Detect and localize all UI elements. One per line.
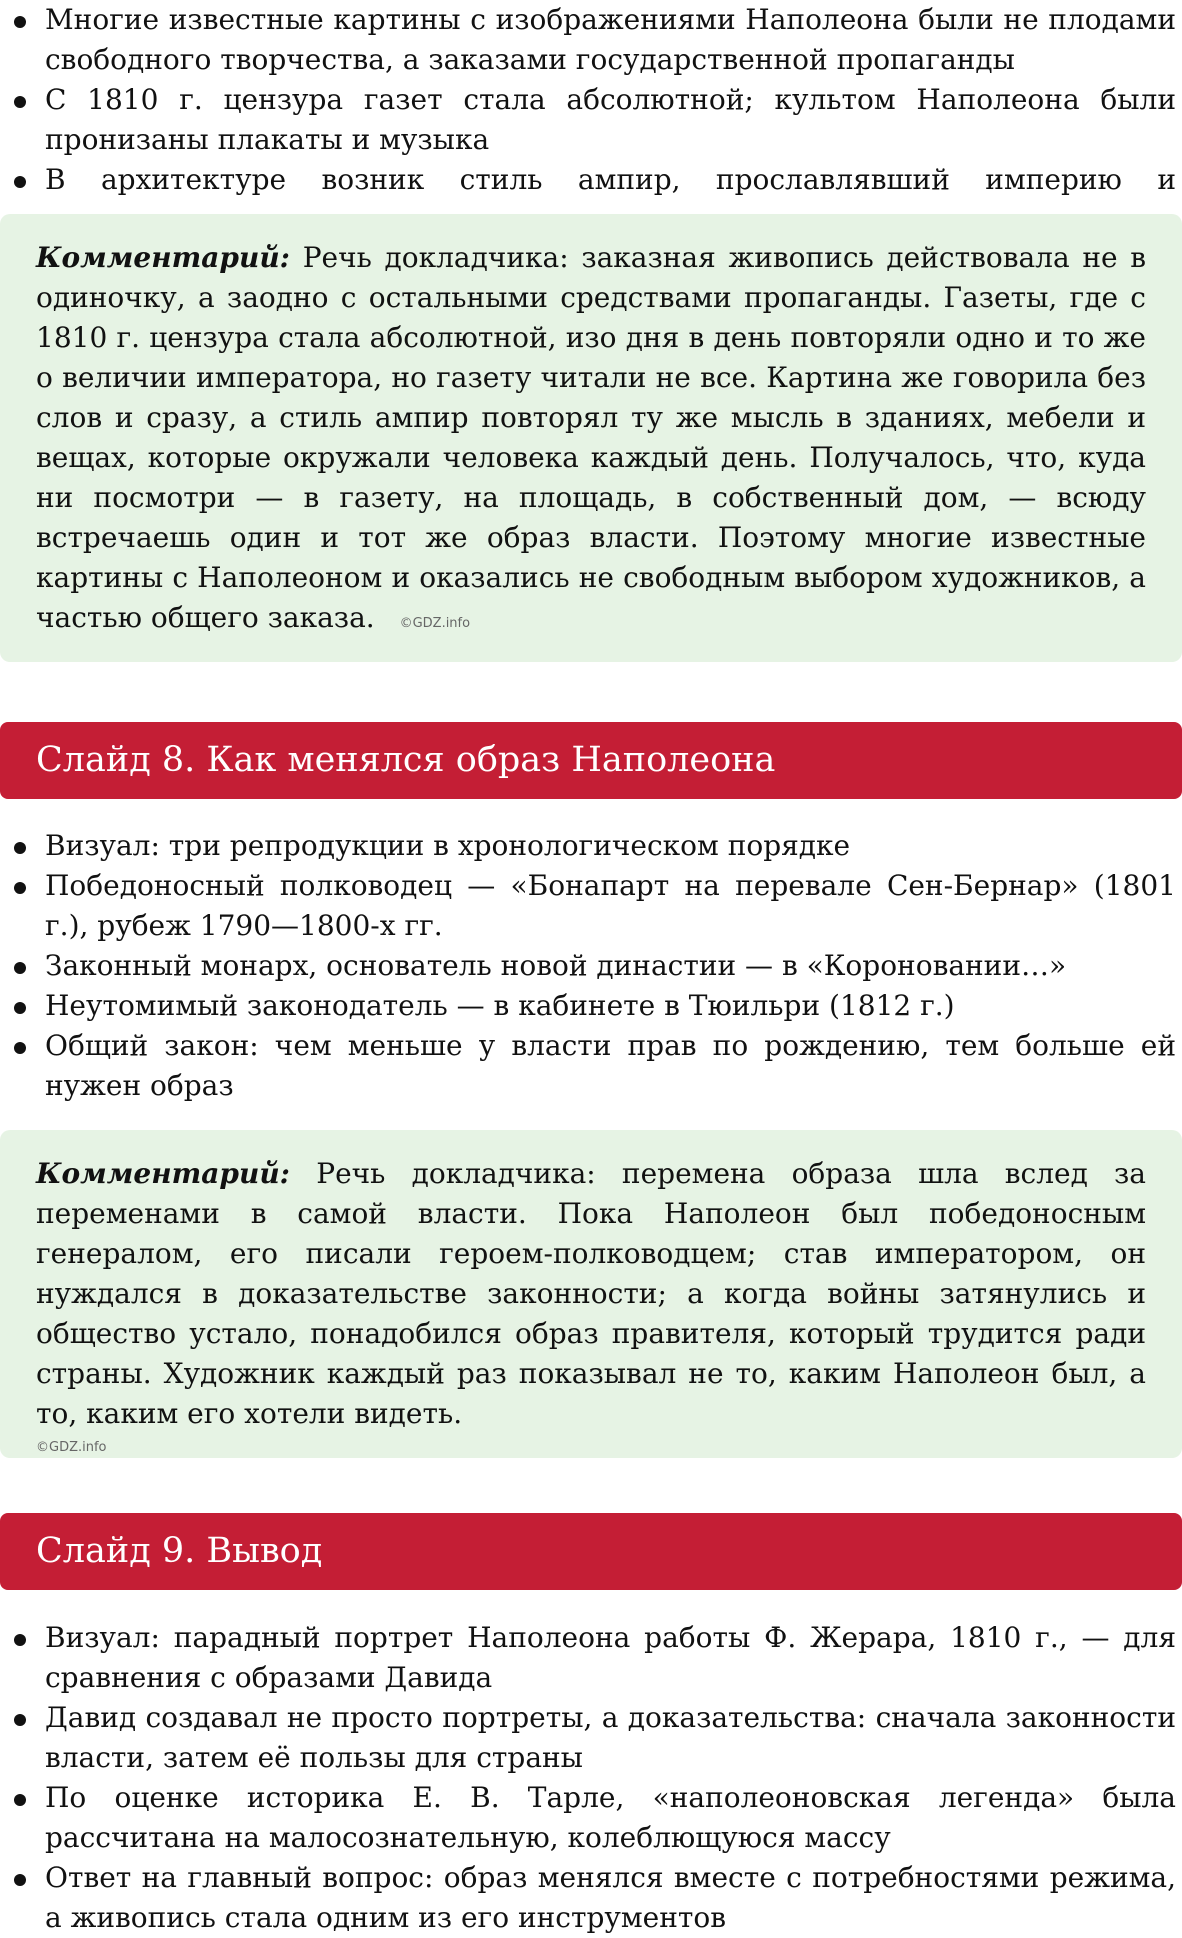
bullet-icon xyxy=(14,1714,26,1726)
bullet-icon xyxy=(14,1042,26,1054)
slide-8-header xyxy=(0,722,1182,799)
comment-box xyxy=(0,1130,1182,1458)
list-item: Неутомимый законодатель — в кабинете в Тюильри (1812 г.) xyxy=(0,986,1182,1026)
bullet-icon xyxy=(14,1002,26,1014)
bullet-icon xyxy=(14,176,26,188)
list-item: Ответ на главный вопрос: образ менялся вместе с потребностями режима, а живопись стала одним из его инструментов xyxy=(0,1858,1182,1938)
slide-9-title: Слайд 9. Вывод xyxy=(36,1531,323,1571)
list-item: Победоносный полководец — «Бонапарт на перевале Сен-Бернар» (1801 г.), рубеж 1790—1800-х гг. xyxy=(0,866,1182,946)
copyright-mark: ©GDZ.info xyxy=(399,616,471,631)
comment-text xyxy=(36,1154,1146,1434)
list-item: С 1810 г. цензура газет стала абсолютной; культом Наполеона были пронизаны плакаты и музыка xyxy=(0,80,1182,160)
list-item: Общий закон: чем меньше у власти прав по рождению, тем больше ей нужен образ xyxy=(0,1026,1182,1106)
bullet-icon xyxy=(14,16,26,28)
comment-body: Речь докладчика: заказная живопись действовала не в одиночку, а заодно с остальными средствами пропаганды. Газеты, где с 1810 г. цензура стала абсолютной, изо дня в день повторяли одно и то же о величии императора, но газету читали не все. Картина же говорила без слов и сразу, а стиль ампир повторял ту же мысль в зданиях, мебели и вещах, которые окружали человека каждый день. Получалось, что, куда ни посмотри — в газету, на площадь, в собственный дом, — всюду встречаешь один и тот же образ власти. Поэтому многие известные картины с Наполеоном и оказались не свободным выбором художников, а частью общего заказа. xyxy=(36,241,1146,634)
copyright-mark: ©GDZ.info xyxy=(36,1440,107,1455)
comment-label: Комментарий: xyxy=(36,241,291,274)
list-item: В архитектуре возник стиль ампир, прославлявший империю и xyxy=(0,160,1182,240)
list-item: Визуал: парадный портрет Наполеона работы Ф. Жерара, 1810 г., — для сравнения с образами Давида xyxy=(0,1618,1182,1698)
list-item: По оценке историка Е. В. Тарле, «наполеоновская легенда» была рассчитана на малосознательную, колеблющуюся массу xyxy=(0,1778,1182,1858)
slide-8-bullet-list xyxy=(0,826,1182,1106)
bullet-icon xyxy=(14,96,26,108)
bullet-icon xyxy=(14,1794,26,1806)
comment-body: Речь докладчика: перемена образа шла вслед за переменами в самой власти. Пока Наполеон был победоносным генералом, его писали героем-полководцем; став императором, он нуждался в доказательстве законности; а когда войны затянулись и общество устало, понадобился образ правителя, который трудится ради страны. Художник каждый раз показывал не то, каким Наполеон был, а то, каким его хотели видеть. xyxy=(36,1157,1147,1430)
list-item: Законный монарх, основатель новой династии — в «Короновании…» xyxy=(0,946,1182,986)
list-item: Многие известные картины с изображениями Наполеона были не плодами свободного творчества, а заказами государственной пропаганды xyxy=(0,0,1182,80)
list-item: Визуал: три репродукции в хронологическом порядке xyxy=(0,826,1182,866)
bullet-icon xyxy=(14,1634,26,1646)
intro-bullet-list xyxy=(0,0,1182,240)
slide-8-title: Слайд 8. Как менялся образ Наполеона xyxy=(36,740,776,780)
comment-box xyxy=(0,214,1182,662)
bullet-icon xyxy=(14,882,26,894)
comment-label: Комментарий: xyxy=(36,1157,291,1190)
list-item: Давид создавал не просто портреты, а доказательства: сначала законности власти, затем её пользы для страны xyxy=(0,1698,1182,1778)
slide-9-header xyxy=(0,1513,1182,1590)
bullet-icon xyxy=(14,1874,26,1886)
bullet-icon xyxy=(14,842,26,854)
comment-text xyxy=(36,238,1146,644)
slide-9-bullet-list xyxy=(0,1618,1182,1938)
bullet-icon xyxy=(14,962,26,974)
